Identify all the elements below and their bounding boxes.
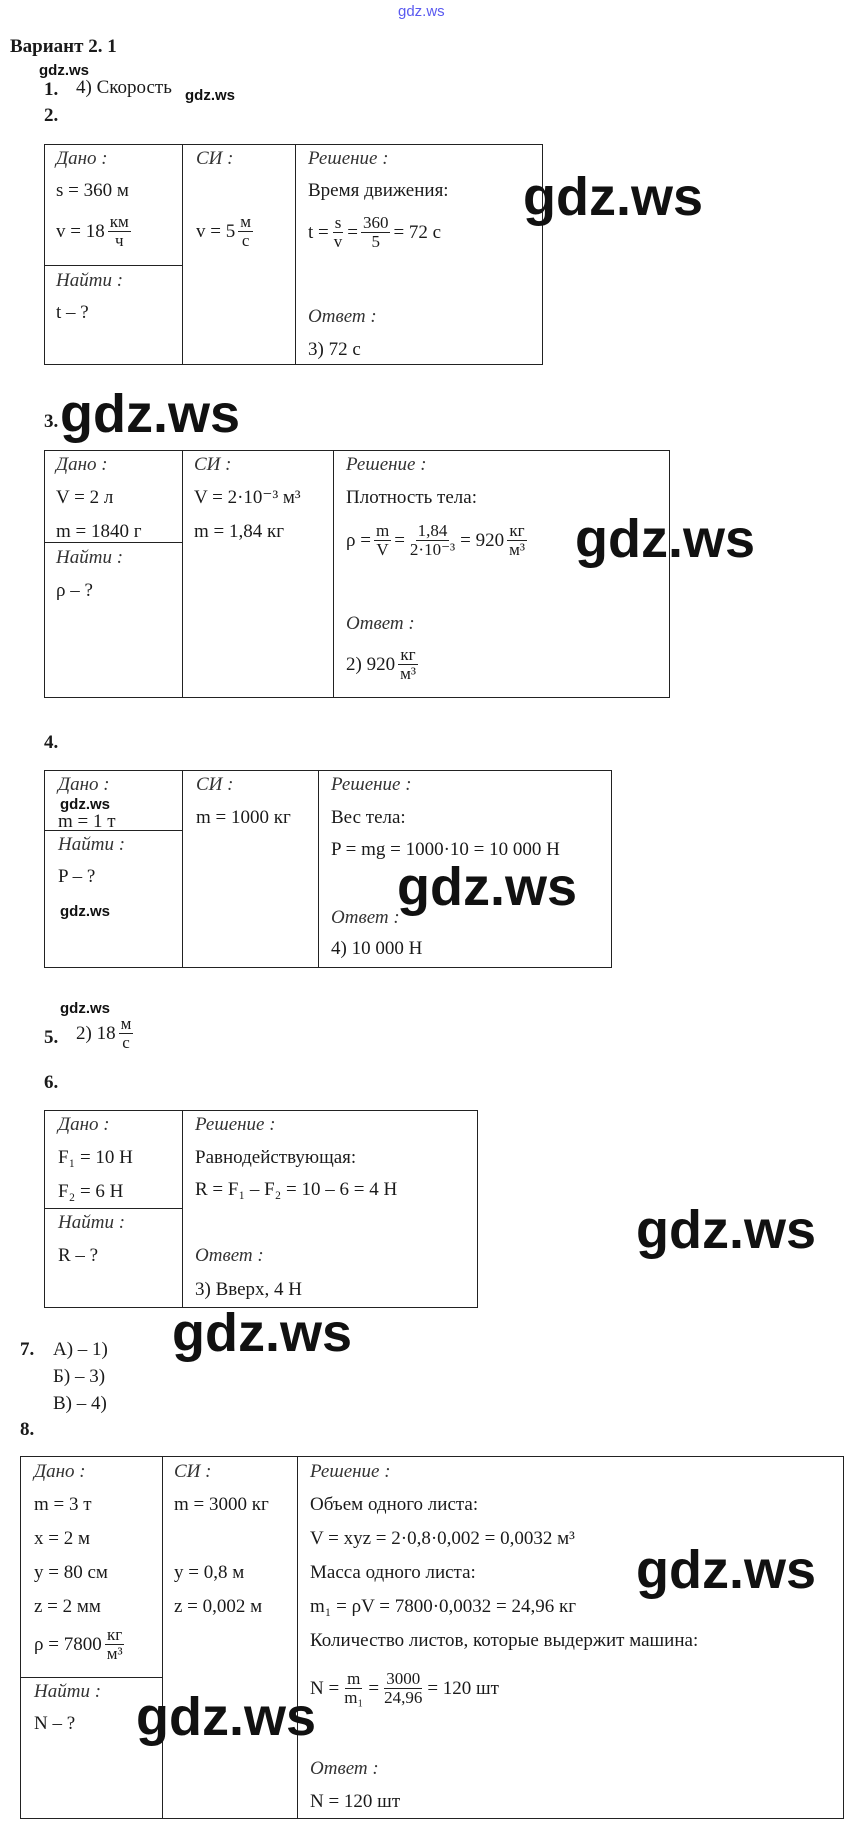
given-label: Дано :	[56, 148, 108, 169]
q4-find: P – ?	[58, 866, 96, 887]
q8-si-m: m = 3000 кг	[174, 1494, 269, 1515]
q3-given-v: V = 2 л	[56, 487, 114, 508]
watermark: gdz.ws	[523, 167, 704, 227]
q8-answer: N = 120 шт	[310, 1791, 401, 1812]
answer-label: Ответ :	[310, 1758, 379, 1779]
watermark: gdz.ws	[136, 1687, 317, 1747]
q2-answer: 3) 72 с	[308, 339, 361, 360]
solution-label: Решение :	[308, 148, 389, 169]
q6-given-f1: F₁ = 10 Н	[58, 1147, 133, 1168]
q6-given-f2: F₂ = 6 Н	[58, 1181, 124, 1202]
q6-number: 6.	[44, 1072, 59, 1093]
q2-solution-title: Время движения:	[308, 180, 449, 201]
solution-label: Решение :	[331, 774, 412, 795]
q6-formula: R = F₁ – F₂ = 10 – 6 = 4 Н	[195, 1179, 398, 1200]
answer-label: Ответ :	[331, 907, 400, 928]
q4-number: 4.	[44, 732, 59, 753]
solution-label: Решение :	[195, 1114, 276, 1135]
watermark-small: gdz.ws	[60, 796, 111, 813]
q8-given-y: y = 80 см	[34, 1562, 108, 1583]
q8-si-y: y = 0,8 м	[174, 1562, 245, 1583]
q7-line-b: Б) – 3)	[53, 1366, 106, 1387]
q1-answer: 4) Скорость	[76, 77, 172, 98]
q8-si-z: z = 0,002 м	[174, 1596, 263, 1617]
q2-find: t – ?	[56, 302, 89, 323]
find-label: Найти :	[34, 1681, 102, 1702]
q4-given-m: m = 1 т	[58, 811, 116, 832]
watermark-small: gdz.ws	[185, 87, 236, 104]
q3-formula: ρ = $\frac{m}{V}$ = $\frac{1,84}{\text{2·10⁻³}}$ = 920 $\frac{кг}{\text{м³}}$	[346, 521, 525, 559]
q8-given-z: z = 2 мм	[34, 1596, 101, 1617]
watermark: gdz.ws	[172, 1303, 353, 1363]
q2-given-v: v = 18 $\frac{км}{ч}$	[56, 212, 129, 250]
given-label: Дано :	[58, 1114, 110, 1135]
si-label: СИ :	[194, 454, 232, 475]
q5-answer: 2) 18 $\frac{м}{с}$	[76, 1014, 132, 1052]
q8-number: 8.	[20, 1419, 35, 1440]
q5-number: 5.	[44, 1027, 59, 1048]
find-label: Найти :	[56, 547, 124, 568]
given-label: Дано :	[34, 1461, 86, 1482]
q8-solution-line-4: m₁ = ρV = 7800·0,0032 = 24,96 кг	[310, 1596, 577, 1617]
watermark: gdz.ws	[636, 1200, 817, 1260]
q8-find: N – ?	[34, 1713, 76, 1734]
watermark-small: gdz.ws	[60, 1000, 111, 1017]
q1-number: 1.	[44, 79, 59, 100]
q8-given-m: m = 3 т	[34, 1494, 92, 1515]
si-label: СИ :	[174, 1461, 212, 1482]
q8-solution-line-5: Количество листов, которые выдержит машина:	[310, 1630, 699, 1651]
q7-line-a: А) – 1)	[53, 1339, 108, 1360]
given-label: Дано :	[58, 774, 110, 795]
answer-label: Ответ :	[195, 1245, 264, 1266]
si-label: СИ :	[196, 774, 234, 795]
find-label: Найти :	[58, 1212, 126, 1233]
q2-table	[44, 144, 543, 365]
q8-solution-line-2: V = xyz = 2·0,8·0,002 = 0,0032 м³	[310, 1528, 575, 1549]
watermark: gdz.ws	[397, 857, 578, 917]
solution-label: Решение :	[310, 1461, 391, 1482]
q4-answer: 4) 10 000 Н	[331, 938, 423, 959]
watermark-small: gdz.ws	[39, 62, 90, 79]
q3-si-m: m = 1,84 кг	[194, 521, 285, 542]
top-watermark: gdz.ws	[398, 3, 445, 20]
q2-given-s: s = 360 м	[56, 180, 129, 201]
q2-si-v: v = 5 $\frac{м}{с}$	[196, 212, 251, 250]
q3-answer: 2) 920 $\frac{кг}{\text{м³}}$	[346, 645, 416, 683]
answer-label: Ответ :	[346, 613, 415, 634]
q8-given-x: x = 2 м	[34, 1528, 90, 1549]
q8-solution-line-1: Объем одного листа:	[310, 1494, 479, 1515]
q3-find: ρ – ?	[56, 580, 93, 601]
solution-label: Решение :	[346, 454, 427, 475]
watermark-small: gdz.ws	[60, 903, 111, 920]
answer-label: Ответ :	[308, 306, 377, 327]
watermark: gdz.ws	[575, 509, 756, 569]
q8-given-rho: ρ = 7800 $\frac{кг}{\text{м³}}$	[34, 1625, 123, 1663]
q3-given-m: m = 1840 г	[56, 521, 142, 542]
q3-solution-title: Плотность тела:	[346, 487, 477, 508]
q4-si-m: m = 1000 кг	[196, 807, 291, 828]
find-label: Найти :	[58, 834, 126, 855]
q3-si-v: V = 2·10⁻³ м³	[194, 487, 301, 508]
q7-line-c: В) – 4)	[53, 1393, 107, 1414]
q8-solution-line-3: Масса одного листа:	[310, 1562, 476, 1583]
q4-formula: P = mg = 1000·10 = 10 000 Н	[331, 839, 560, 860]
q6-find: R – ?	[58, 1245, 99, 1266]
q2-formula: t = $\frac{s}{v}$ = $\frac{360}{5}$ = 72 с	[308, 213, 442, 251]
q4-solution-title: Вес тела:	[331, 807, 406, 828]
watermark: gdz.ws	[636, 1540, 817, 1600]
watermark: gdz.ws	[60, 384, 241, 444]
q6-answer: 3) Вверх, 4 Н	[195, 1279, 303, 1300]
q8-formula: N = $\frac{m}{\text{m₁}}$ = $\frac{3000}{24,96}$ = 120 шт	[310, 1669, 499, 1707]
q2-number: 2.	[44, 105, 59, 126]
find-label: Найти :	[56, 270, 124, 291]
q3-number: 3.	[44, 411, 59, 432]
q6-solution-title: Равнодействующая:	[195, 1147, 357, 1168]
si-label: СИ :	[196, 148, 234, 169]
variant-title: Вариант 2. 1	[10, 36, 117, 57]
given-label: Дано :	[56, 454, 108, 475]
q7-number: 7.	[20, 1339, 35, 1360]
